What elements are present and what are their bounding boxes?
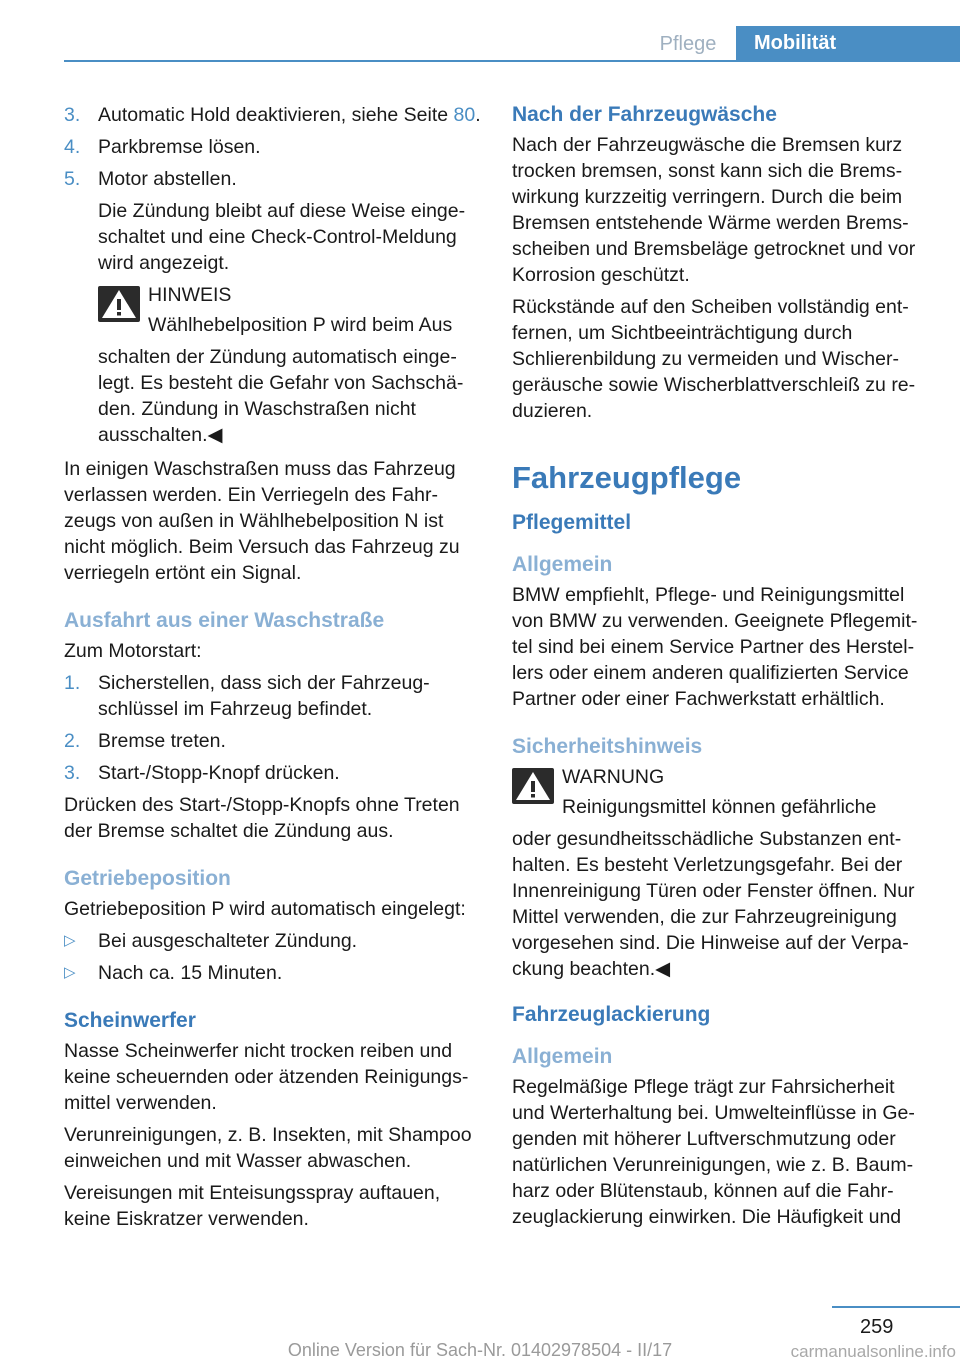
- subsection-heading: Sicherheitshinweis: [512, 735, 703, 758]
- list-number: 3.: [64, 104, 81, 126]
- subsection-heading: Allgemein: [512, 553, 613, 576]
- subsection-heading: Allgemein: [512, 1045, 613, 1068]
- list-item: [64, 102, 482, 128]
- section-heading: Ausfahrt aus einer Waschstraße: [64, 609, 385, 632]
- list-number: 2.: [64, 730, 81, 752]
- footer-online-version: Online Version für Sach-Nr. 01402978504 - II/17: [287, 1340, 673, 1360]
- hint-text: schalten der Zündung automatisch eingelegt. Es besteht die Gefahr von Sachschäden. Zündung in Waschstraßen nicht ausschalten.◀: [98, 346, 464, 446]
- paragraph: Nasse Scheinwerfer nicht trocken reiben und keine scheuernden oder ätzenden Reinigungsmittel verwenden.: [64, 1040, 469, 1114]
- warning-header: [512, 764, 930, 820]
- list-text: Sicherstellen, dass sich der Fahrzeugschlüssel im Fahrzeug befindet.: [98, 672, 430, 720]
- warning-text-first: Reinigungsmittel können gefährliche: [562, 796, 877, 818]
- paragraph: Drücken des Start-/Stopp-Knopfs ohne Treten der Bremse schaltet die Zündung aus.: [64, 794, 460, 842]
- list-text: Motor abstellen.: [98, 168, 237, 190]
- bullet-text: Bei ausgeschalteter Zündung.: [98, 930, 358, 952]
- list-text: Bremse treten.: [98, 730, 226, 752]
- bullet-item: [64, 960, 482, 986]
- tab-pflege[interactable]: Pflege: [659, 33, 717, 55]
- list-number: 3.: [64, 762, 81, 784]
- section-heading: Pflegemittel: [512, 511, 632, 534]
- section-heading: Fahrzeuglackierung: [512, 1003, 711, 1026]
- section-heading: Scheinwerfer: [64, 1009, 196, 1032]
- list-item-note: Die Zündung bleibt auf diese Weise eingeschaltet und eine Check-Control-Meldung wird angezeigt.: [98, 200, 466, 274]
- hint-box: [64, 282, 482, 448]
- right-column: [512, 102, 930, 1236]
- hint-text-first: Wählhebelposition P wird beim Aus: [148, 314, 453, 336]
- list-text: Parkbremse lösen.: [98, 136, 261, 158]
- list-item: [64, 134, 482, 160]
- list-text: Start-/Stopp-Knopf drücken.: [98, 762, 340, 784]
- section-heading: Nach der Fahrzeugwäsche: [512, 103, 777, 126]
- bullet-text: Nach ca. 15 Minuten.: [98, 962, 283, 984]
- paragraph: Zum Motorstart:: [64, 640, 202, 662]
- section-heading: Getriebeposition: [64, 867, 231, 890]
- list-item: [64, 760, 482, 786]
- paragraph: Regelmäßige Pflege trägt zur Fahrsicherheit und Werterhaltung bei. Umwelteinflüsse in Gegenden mit höherer Luftverschmutzung oder natürlichen Verunreinigungen, wie z. B. Baumharz oder Blütenstaub, können auf die Fahrzeuglackierung einwirken. Die Häufigkeit und: [512, 1076, 915, 1228]
- list-number: 5.: [64, 168, 81, 190]
- list-item: [64, 670, 482, 722]
- warning-triangle-icon: [512, 768, 554, 804]
- warning-box: [512, 764, 930, 982]
- page-link[interactable]: 80: [453, 104, 476, 126]
- warning-text: oder gesundheitsschädliche Substanzen enthalten. Es besteht Verletzungsgefahr. Bei der Innenreinigung Türen oder Fenster öffnen. Nur Mittel verwenden, die zur Fahrzeugreinigung vorgesehen sind. Die Hinweise auf der Verpackung beachten.◀: [512, 828, 915, 980]
- left-column: [64, 102, 482, 1238]
- watermark: carmanualsonline.info: [790, 1342, 956, 1361]
- hint-label: HINWEIS: [148, 284, 232, 306]
- paragraph: Nach der Fahrzeugwäsche die Bremsen kurz trocken bremsen, sonst kann sich die Bremswirkung kurzzeitig verringern. Durch die beim Bremsen entstehende Wärme werden Bremsscheiben und Bremsbeläge getrocknet und vor Korrosion geschützt.: [512, 134, 916, 286]
- paragraph: BMW empfiehlt, Pflege- und Reinigungsmittel von BMW zu verwenden. Geeignete Pflegemittel sind bei einem Service Partner des Herstellers oder einem anderen qualifizierten Service Partner oder einer Fachwerkstatt erhältlich.: [512, 584, 918, 710]
- list-number: 4.: [64, 136, 81, 158]
- chapter-title: Fahrzeugpflege: [512, 460, 742, 495]
- tab-mobilitaet[interactable]: Mobilität: [736, 26, 960, 62]
- paragraph: Vereisungen mit Enteisungsspray auftauen, keine Eiskratzer verwenden.: [64, 1182, 441, 1230]
- paragraph: Verunreinigungen, z. B. Insekten, mit Shampoo einweichen und mit Wasser abwaschen.: [64, 1124, 472, 1172]
- list-text-end: .: [475, 104, 481, 126]
- paragraph: Getriebeposition P wird automatisch eingelegt:: [64, 898, 466, 920]
- paragraph: In einigen Waschstraßen muss das Fahrzeug verlassen werden. Ein Verriegeln des Fahrzeugs von außen in Wählhebelposition N ist nicht möglich. Beim Versuch das Fahrzeug zu verriegeln ertönt ein Signal.: [64, 458, 460, 584]
- footer-rule: [832, 1306, 960, 1308]
- list-text: Automatic Hold deaktivieren, siehe Seite: [98, 104, 454, 126]
- list-item: [64, 166, 482, 192]
- bullet-triangle-icon: ▷: [64, 932, 76, 949]
- warning-triangle-icon: [98, 286, 140, 322]
- page-number: 259: [860, 1316, 894, 1338]
- paragraph: Rückstände auf den Scheiben vollständig entfernen, um Sichtbeeinträchtigung durch Schlierenbildung zu vermeiden und Wischergeräusche sowie Wischerblattverschleiß zu reduzieren.: [512, 296, 916, 422]
- bullet-item: [64, 928, 482, 954]
- bullet-triangle-icon: ▷: [64, 964, 76, 981]
- list-number: 1.: [64, 672, 81, 694]
- warning-label: WARNUNG: [562, 766, 665, 788]
- list-item: [64, 728, 482, 754]
- hint-header: [98, 282, 482, 338]
